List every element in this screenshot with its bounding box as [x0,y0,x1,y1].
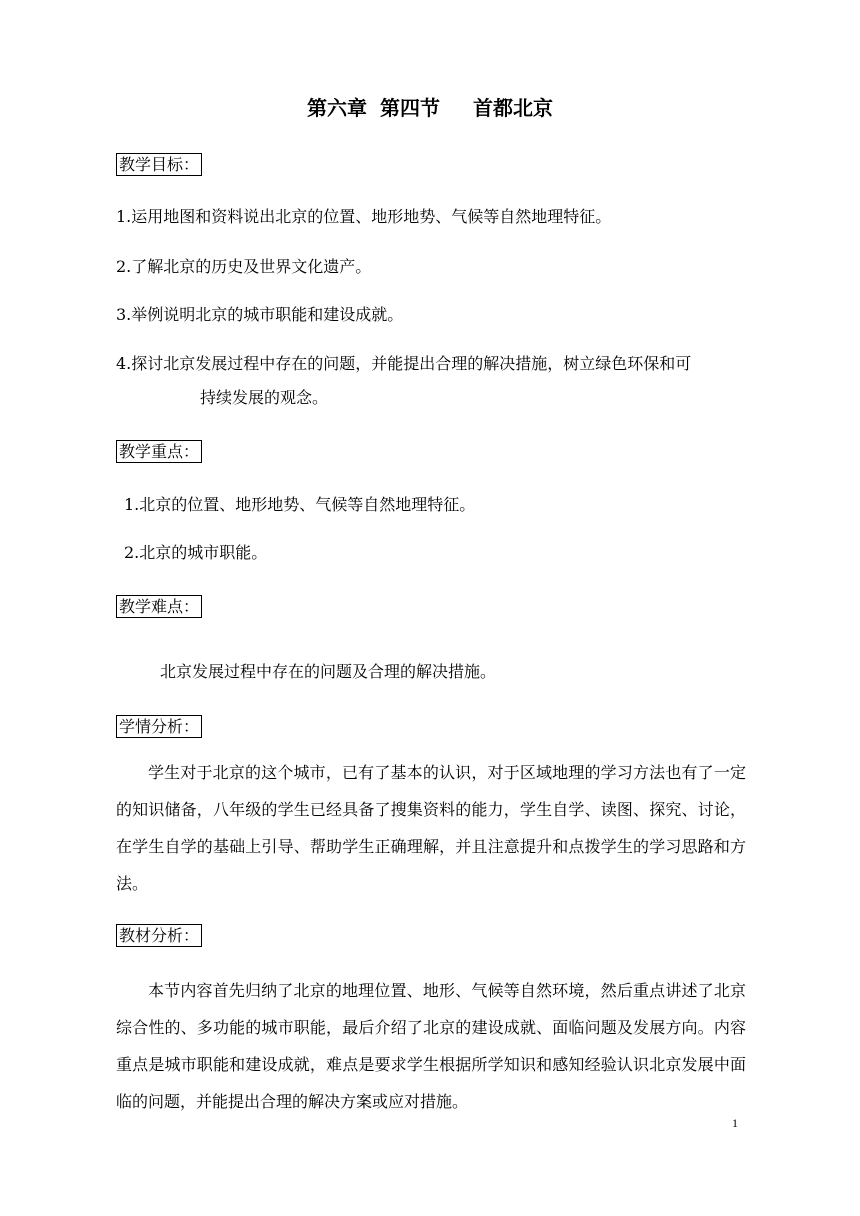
material-analysis-heading: 教材分析： [116,924,202,947]
objective-item-1: 1.运用地图和资料说出北京的位置、地形地势、气候等自然地理特征。 [116,207,612,226]
objective-item-4-continuation: 持续发展的观念。 [200,388,329,407]
difficulties-text: 北京发展过程中存在的问题及合理的解决措施。 [160,662,497,681]
page-number: 1 [732,1116,738,1130]
objectives-heading: 教学目标： [116,153,202,176]
student-analysis-text: 学生对于北京的这个城市，已有了基本的认识，对于区域地理的学习方法也有了一定的知识储备，八年级的学生已经具备了搜集资料的能力，学生自学、读图、探究、讨论，在学生自学的基础上引导、帮助学生正确理解，并且注意提升和点拨学生的学习思路和方法。 [116,763,746,893]
material-analysis-text: 本节内容首先归纳了北京的地理位置、地形、气候等自然环境，然后重点讲述了北京综合性的、多功能的城市职能，最后介绍了北京的建设成就、面临问题及发展方向。内容重点是城市职能和建设成就，难点是要求学生根据所学知识和感知经验认识北京发展中面临的问题，并能提出合理的解决方案或应对措施。 [116,981,746,1111]
objective-item-4: 4.探讨北京发展过程中存在的问题，并能提出合理的解决措施，树立绿色环保和可 [116,354,692,373]
key-points-heading: 教学重点： [116,440,202,463]
page-title: 第六章 第四节 首都北京 [307,96,553,120]
student-analysis-heading: 学情分析： [116,715,202,738]
key-point-item-1: 1.北京的位置、地形地势、气候等自然地理特征。 [124,495,476,514]
key-point-item-2: 2.北京的城市职能。 [124,543,268,562]
difficulties-heading: 教学难点： [116,595,202,618]
objective-item-3: 3.举例说明北京的城市职能和建设成就。 [116,305,404,324]
objective-item-2: 2.了解北京的历史及世界文化遗产。 [116,257,372,276]
